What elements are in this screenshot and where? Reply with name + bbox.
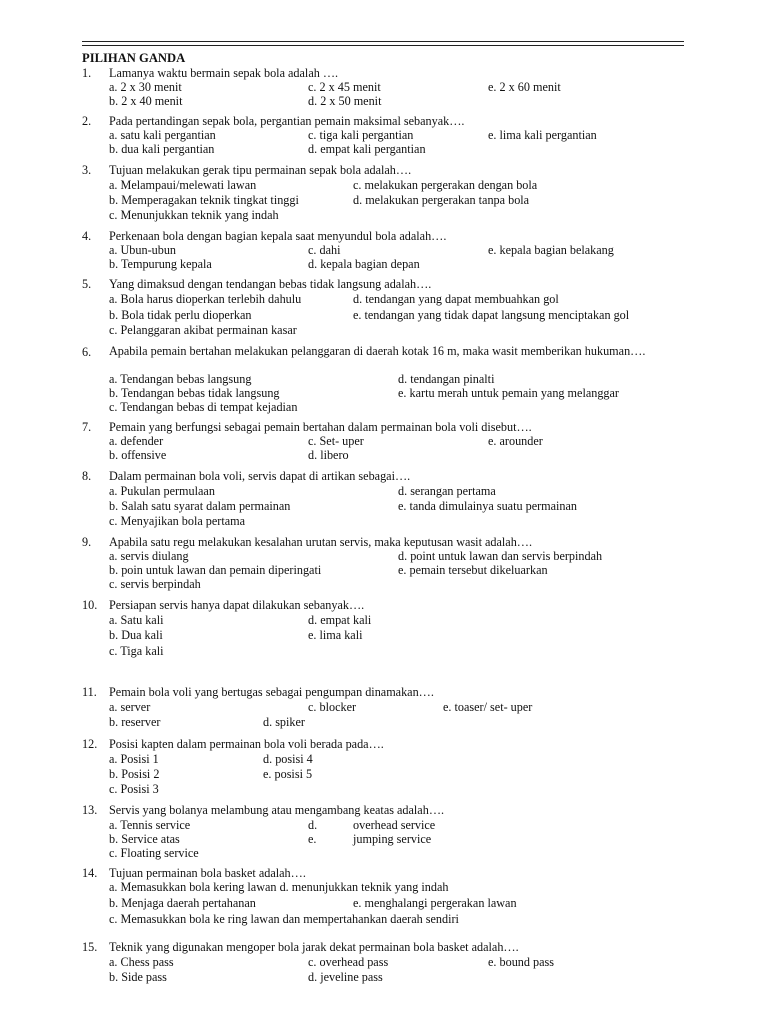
question-text: Pemain bola voli yang bertugas sebagai pengumpan dinamakan…. xyxy=(109,685,434,699)
option-e[interactable]: e. toaser/ set- uper xyxy=(443,700,533,714)
question-number: 14. xyxy=(82,866,98,880)
option-d[interactable]: d. jeveline pass xyxy=(308,970,383,984)
option-c[interactable]: c. Menyajikan bola pertama xyxy=(109,514,246,528)
option-e[interactable]: e. kartu merah untuk pemain yang melanggar xyxy=(398,386,619,400)
option-c[interactable]: c. Memasukkan bola ke ring lawan dan mempertahankan daerah sendiri xyxy=(109,912,459,926)
option-a[interactable]: a. Posisi 1 xyxy=(109,752,159,766)
option-a[interactable]: a. Melampaui/melewati lawan xyxy=(109,178,257,192)
option-c[interactable]: c. Tendangan bebas di tempat kejadian xyxy=(109,400,298,414)
question-text: Yang dimaksud dengan tendangan bebas tidak langsung adalah…. xyxy=(109,277,432,291)
question-number: 2. xyxy=(82,114,92,128)
question-number: 11. xyxy=(82,685,97,699)
option-c[interactable]: c. Floating service xyxy=(109,846,199,860)
option-d[interactable]: d. spiker xyxy=(263,715,305,729)
option-a[interactable]: a. 2 x 30 menit xyxy=(109,80,182,94)
question-text: Servis yang bolanya melambung atau mengambang keatas adalah…. xyxy=(109,803,445,817)
question-number: 7. xyxy=(82,420,92,434)
option-e[interactable]: e. bound pass xyxy=(488,955,555,969)
option-b[interactable]: b. Tendangan bebas tidak langsung xyxy=(109,386,280,400)
option-d[interactable]: overhead service xyxy=(353,818,436,832)
question-text: Lamanya waktu bermain sepak bola adalah …. xyxy=(109,66,339,80)
question-text: Apabila pemain bertahan melakukan pelanggaran di daerah kotak 16 m, maka wasit memberikan hukuman…. xyxy=(109,344,646,358)
option-e[interactable]: e. arounder xyxy=(488,434,543,448)
option-b[interactable]: b. Service atas xyxy=(109,832,180,846)
option-b[interactable]: b. poin untuk lawan dan pemain diperingati xyxy=(109,563,322,577)
question-number: 6. xyxy=(82,345,92,359)
question-text: Pemain yang berfungsi sebagai pemain bertahan dalam permainan bola voli disebut…. xyxy=(109,420,532,434)
option-e[interactable]: e. tanda dimulainya suatu permainan xyxy=(398,499,578,513)
option-b[interactable]: b. dua kali pergantian xyxy=(109,142,215,156)
question-number: 3. xyxy=(82,163,92,177)
option-b[interactable]: b. Tempurung kepala xyxy=(109,257,212,271)
option-b[interactable]: b. Salah satu syarat dalam permainan xyxy=(109,499,291,513)
question-text: Pada pertandingan sepak bola, pergantian pemain maksimal sebanyak…. xyxy=(109,114,465,128)
option-a[interactable]: a. Chess pass xyxy=(109,955,174,969)
option-b[interactable]: b. Side pass xyxy=(109,970,167,984)
option-e[interactable]: e. 2 x 60 menit xyxy=(488,80,561,94)
option-a[interactable]: a. defender xyxy=(109,434,164,448)
option-a[interactable]: a. Pukulan permulaan xyxy=(109,484,215,498)
option-c[interactable]: c. Tiga kali xyxy=(109,644,164,658)
option-d[interactable]: d. melakukan pergerakan tanpa bola xyxy=(353,193,530,207)
option-b[interactable]: b. Memperagakan teknik tingkat tinggi xyxy=(109,193,299,207)
option-d[interactable]: d. point untuk lawan dan servis berpindah xyxy=(398,549,603,563)
option-c[interactable]: c. melakukan pergerakan dengan bola xyxy=(353,178,538,192)
option-c[interactable]: c. servis berpindah xyxy=(109,577,201,591)
option-e-letter[interactable]: e. xyxy=(308,832,317,846)
option-e[interactable]: e. tendangan yang tidak dapat langsung menciptakan gol xyxy=(353,308,630,322)
option-a-d[interactable]: a. Memasukkan bola kering lawan d. menunjukkan teknik yang indah xyxy=(109,880,449,894)
question-number: 15. xyxy=(82,940,98,954)
option-c[interactable]: c. Posisi 3 xyxy=(109,782,159,796)
question-text: Tujuan melakukan gerak tipu permainan sepak bola adalah…. xyxy=(109,163,412,177)
question-number: 1. xyxy=(82,66,92,80)
option-d[interactable]: d. serangan pertama xyxy=(398,484,496,498)
question-number: 10. xyxy=(82,598,98,612)
option-a[interactable]: a. Satu kali xyxy=(109,613,164,627)
option-d-letter[interactable]: d. xyxy=(308,818,318,832)
option-a[interactable]: a. Bola harus dioperkan terlebih dahulu xyxy=(109,292,302,306)
option-d[interactable]: d. empat kali pergantian xyxy=(308,142,426,156)
option-c[interactable]: c. dahi xyxy=(308,243,341,257)
option-e[interactable]: e. kepala bagian belakang xyxy=(488,243,614,257)
option-e[interactable]: jumping service xyxy=(353,832,432,846)
option-c2[interactable]: c. Menunjukkan teknik yang indah xyxy=(109,208,279,222)
question-text: Apabila satu regu melakukan kesalahan urutan servis, maka keputusan wasit adalah…. xyxy=(109,535,533,549)
question-text: Dalam permainan bola voli, servis dapat di artikan sebagai…. xyxy=(109,469,411,483)
option-d[interactable]: d. posisi 4 xyxy=(263,752,313,766)
section-title: PILIHAN GANDA xyxy=(82,51,186,65)
option-d[interactable]: d. 2 x 50 menit xyxy=(308,94,382,108)
option-e[interactable]: e. menghalangi pergerakan lawan xyxy=(353,896,517,910)
header-rule-top xyxy=(82,41,684,42)
question-number: 12. xyxy=(82,737,98,751)
option-b[interactable]: b. Dua kali xyxy=(109,628,163,642)
option-c[interactable]: c. Pelanggaran akibat permainan kasar xyxy=(109,323,297,337)
option-a[interactable]: a. servis diulang xyxy=(109,549,189,563)
question-number: 9. xyxy=(82,535,92,549)
option-d[interactable]: d. tendangan yang dapat membuahkan gol xyxy=(353,292,559,306)
option-d[interactable]: d. kepala bagian depan xyxy=(308,257,420,271)
option-e[interactable]: e. lima kali xyxy=(308,628,363,642)
option-d[interactable]: d. tendangan pinalti xyxy=(398,372,495,386)
question-text: Posisi kapten dalam permainan bola voli berada pada…. xyxy=(109,737,384,751)
option-c[interactable]: c. tiga kali pergantian xyxy=(308,128,414,142)
question-number: 4. xyxy=(82,229,92,243)
option-b[interactable]: b. reserver xyxy=(109,715,161,729)
option-e[interactable]: e. lima kali pergantian xyxy=(488,128,597,142)
question-text: Persiapan servis hanya dapat dilakukan sebanyak…. xyxy=(109,598,365,612)
option-a[interactable]: a. Tendangan bebas langsung xyxy=(109,372,252,386)
option-e[interactable]: e. posisi 5 xyxy=(263,767,313,781)
option-c[interactable]: c. Set- uper xyxy=(308,434,364,448)
option-d[interactable]: d. libero xyxy=(308,448,349,462)
option-c[interactable]: c. blocker xyxy=(308,700,357,714)
header-rule-bottom xyxy=(82,45,684,46)
question-number: 5. xyxy=(82,277,92,291)
question-number: 13. xyxy=(82,803,98,817)
option-a[interactable]: a. Tennis service xyxy=(109,818,191,832)
question-text: Tujuan permainan bola basket adalah…. xyxy=(109,866,306,880)
option-e[interactable]: e. pemain tersebut dikeluarkan xyxy=(398,563,548,577)
option-b[interactable]: b. offensive xyxy=(109,448,167,462)
question-text: Teknik yang digunakan mengoper bola jarak dekat permainan bola basket adalah…. xyxy=(109,940,519,954)
option-b[interactable]: b. Bola tidak perlu dioperkan xyxy=(109,308,252,322)
question-number: 8. xyxy=(82,469,92,483)
option-a[interactable]: a. satu kali pergantian xyxy=(109,128,216,142)
option-b[interactable]: b. Menjaga daerah pertahanan xyxy=(109,896,256,910)
option-c[interactable]: c. 2 x 45 menit xyxy=(308,80,381,94)
option-a[interactable]: a. Ubun-ubun xyxy=(109,243,177,257)
option-b[interactable]: b. Posisi 2 xyxy=(109,767,160,781)
option-a[interactable]: a. server xyxy=(109,700,151,714)
option-b[interactable]: b. 2 x 40 menit xyxy=(109,94,183,108)
option-c[interactable]: c. overhead pass xyxy=(308,955,389,969)
option-d[interactable]: d. empat kali xyxy=(308,613,372,627)
question-text: Perkenaan bola dengan bagian kepala saat menyundul bola adalah…. xyxy=(109,229,447,243)
